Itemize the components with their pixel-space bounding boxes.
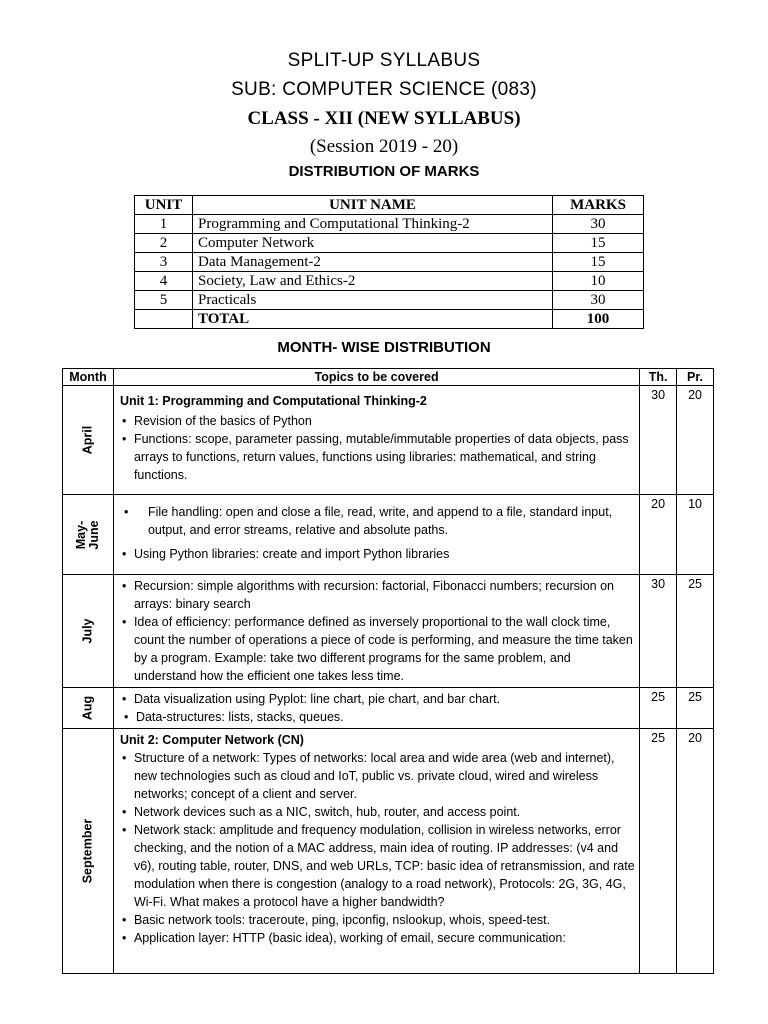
topic-list [120, 412, 635, 484]
list-item: • Data-structures: lists, stacks, queues. [122, 708, 635, 726]
marks-heading: DISTRIBUTION OF MARKS [288, 163, 480, 180]
month-cell [63, 575, 114, 688]
unit-number: 5 [135, 291, 193, 310]
month-label: September [80, 818, 95, 884]
unit-marks: 15 [553, 253, 644, 272]
topics-cell [113, 729, 639, 974]
unit-name: Data Management-2 [193, 253, 553, 272]
month-col-header: Month [63, 369, 114, 386]
unit-name: Society, Law and Ethics-2 [193, 272, 553, 291]
practical-periods: 20 [677, 386, 714, 495]
total-marks: 100 [553, 310, 644, 329]
unit-number: 2 [135, 234, 193, 253]
table-row [135, 234, 644, 253]
month-row-may-june [63, 495, 714, 575]
month-cell [63, 729, 114, 974]
theory-periods: 30 [640, 386, 677, 495]
list-item: • Functions: scope, parameter passing, mutable/immutable properties of data objects, pass arrays to functions, return values, functions using libraries: mathematical, and string functions. [120, 430, 635, 484]
unit-title: Unit 2: Computer Network (CN) [119, 733, 304, 747]
table-row [135, 215, 644, 234]
list-item: • Structure of a network: Types of networks: local area and wide area (web and internet), new technologies such as cloud and IoT, public vs. private cloud, wired and wireless networks; concept of a client and server. [120, 749, 635, 803]
list-item: • Network devices such as a NIC, switch, hub, router, and access point. [120, 803, 635, 821]
month-header-row [63, 369, 714, 386]
month-label: Aug [80, 695, 95, 721]
month-row-july [63, 575, 714, 688]
topic-list [120, 749, 635, 947]
topics-cell [113, 495, 639, 575]
theory-periods: 30 [640, 575, 677, 688]
list-item: • Idea of efficiency: performance defined as inversely proportional to the wall clock time, count the number of operations a piece of code is performing, and measure the time taken by a program. Example: take two different programs for the same problem, and understand how the efficient one takes less time. [120, 613, 635, 685]
unit-name: Programming and Computational Thinking-2 [193, 215, 553, 234]
practical-periods: 10 [677, 495, 714, 575]
month-cell [63, 495, 114, 575]
topics-cell [113, 386, 639, 495]
theory-periods: 25 [640, 688, 677, 729]
unit-marks: 30 [553, 215, 644, 234]
unit-name: Practicals [193, 291, 553, 310]
unit-name-col-header: UNIT NAME [193, 196, 553, 215]
practical-col-header: Pr. [677, 369, 714, 386]
unit-name: Computer Network [193, 234, 553, 253]
theory-periods: 25 [640, 729, 677, 974]
month-row-september [63, 729, 714, 974]
month-cell [63, 386, 114, 495]
topics-col-header: Topics to be covered [113, 369, 639, 386]
total-label: TOTAL [193, 310, 553, 329]
unit-number: 1 [135, 215, 193, 234]
list-item: • Using Python libraries: create and import Python libraries [120, 545, 635, 563]
unit-marks: 10 [553, 272, 644, 291]
month-label-line: June [86, 519, 101, 550]
marks-col-header: MARKS [553, 196, 644, 215]
list-item: • File handling: open and close a file, read, write, and append to a file, standard input, output, and error streams, relative and absolute paths. [120, 503, 635, 539]
table-row [135, 291, 644, 310]
class-line: CLASS - XII (NEW SYLLABUS) [247, 108, 521, 129]
list-item: • Network stack: amplitude and frequency modulation, collision in wireless networks, error checking, and the notion of a MAC address, main idea of routing. IP addresses: (v4 and v6), routing table, router, DNS, and web URLs, TCP: basic idea of retransmission, and rate modulation when there is congestion (analogy to a road network), Protocols: 2G, 3G, 4G, Wi-Fi. What makes a protocol have a higher bandwidth? [120, 821, 635, 911]
table-row [135, 253, 644, 272]
unit-number: 4 [135, 272, 193, 291]
list-item: • Revision of the basics of Python [120, 412, 635, 430]
month-cell [63, 688, 114, 729]
total-empty-cell [135, 310, 193, 329]
marks-header-row [135, 196, 644, 215]
topic-list [120, 690, 635, 726]
theory-col-header: Th. [640, 369, 677, 386]
month-row-april [63, 386, 714, 495]
practical-periods: 20 [677, 729, 714, 974]
unit-number: 3 [135, 253, 193, 272]
list-item: • Data visualization using Pyplot: line chart, pie chart, and bar chart. [120, 690, 635, 708]
topics-cell [113, 575, 639, 688]
month-row-aug [63, 688, 714, 729]
unit-col-header: UNIT [135, 196, 193, 215]
unit-title: Unit 1: Programming and Computational Thinking-2 [119, 394, 427, 408]
month-heading: MONTH- WISE DISTRIBUTION [277, 339, 491, 356]
unit-marks: 30 [553, 291, 644, 310]
list-item: • Recursion: simple algorithms with recursion: factorial, Fibonacci numbers; recursion on arrays: binary search [120, 577, 635, 613]
month-label [75, 520, 101, 549]
practical-periods: 25 [677, 688, 714, 729]
theory-periods: 20 [640, 495, 677, 575]
table-row [135, 272, 644, 291]
topic-list [120, 577, 635, 685]
topics-cell [113, 688, 639, 729]
list-item: • Application layer: HTTP (basic idea), working of email, secure communication: [120, 929, 635, 947]
doc-title: SPLIT-UP SYLLABUS [287, 50, 481, 71]
month-distribution-table [62, 368, 714, 974]
month-label-line: May- [73, 520, 88, 549]
marks-distribution-table [134, 195, 644, 329]
month-label: April [80, 425, 95, 455]
subject-line: SUB: COMPUTER SCIENCE (083) [231, 79, 537, 100]
unit-marks: 15 [553, 234, 644, 253]
topic-list [120, 503, 635, 563]
list-item: • Basic network tools: traceroute, ping, ipconfig, nslookup, whois, speed-test. [120, 911, 635, 929]
session-line: (Session 2019 - 20) [309, 136, 459, 157]
month-label: July [80, 618, 95, 644]
total-row [135, 310, 644, 329]
practical-periods: 25 [677, 575, 714, 688]
